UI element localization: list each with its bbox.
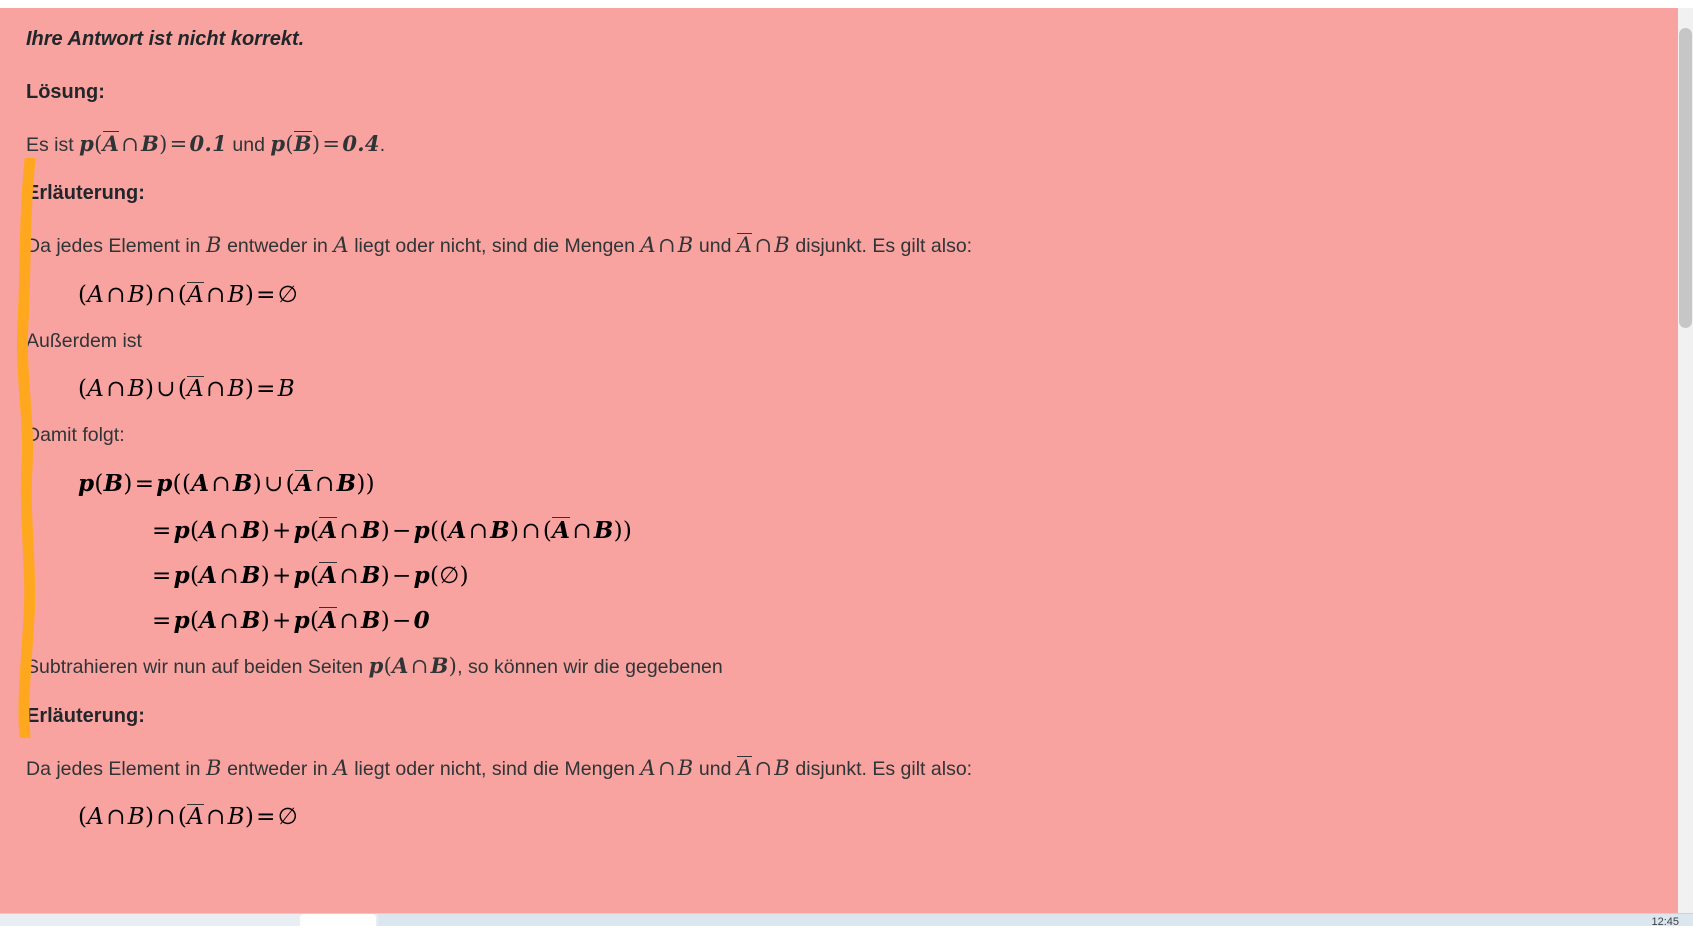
explanation-intro [26, 231, 1652, 259]
ausserdem-text: Außerdem ist [26, 329, 142, 352]
subtract-text [26, 652, 1652, 680]
equation-pb-line1: p(B)=p((A∩B)∪(A∩B)) [78, 470, 375, 498]
solution-math-1: p(A∩B)=0.1 [79, 131, 227, 156]
damit-folgt-text: Damit folgt: [26, 424, 125, 446]
explanation-intro-a: Da jedes Element in [26, 235, 206, 258]
explanation-var-b: B [205, 233, 222, 258]
explanation-intro-b: entweder in [221, 235, 334, 258]
explanation-heading-2: Erläuterung: [26, 704, 145, 727]
equation-disjoint: (A∩B)∩(A∩B)=∅ [78, 281, 299, 308]
taskbar-window-tab[interactable] [300, 914, 376, 926]
scrollbar-thumb[interactable] [1679, 28, 1692, 328]
equation-pb-line4: =p(A∩B)+p(A∩B)−0 [152, 607, 430, 635]
feedback-status-text: Ihre Antwort ist nicht korrekt. [26, 28, 305, 50]
equation-pb-line3: =p(A∩B)+p(A∩B)−p(∅) [152, 562, 469, 590]
solution-statement [26, 130, 1652, 158]
taskbar [0, 913, 1693, 926]
subtract-text-a: Subtrahieren wir nun auf beiden Seiten [26, 656, 369, 679]
equation-pb-line2: =p(A∩B)+p(A∩B)−p((A∩B)∩(A∩B)) [152, 517, 633, 545]
explanation-intro-d: und [693, 235, 737, 258]
solution-math-2: p(B)=0.4 [270, 131, 380, 156]
explanation-math-ab: A∩B [640, 233, 694, 258]
clock: 12:45 [1651, 916, 1679, 928]
explanation2-math-nab: A∩B [736, 755, 790, 780]
explanation-var-a: A [333, 233, 349, 258]
explanation-intro-2 [26, 754, 1652, 782]
vertical-scrollbar[interactable] [1678, 8, 1693, 918]
equation-union: (A∩B)∪(A∩B)=B [78, 376, 295, 402]
explanation2-intro-e: disjunkt. Es gilt also: [790, 757, 973, 780]
explanation-intro-e: disjunkt. Es gilt also: [790, 235, 973, 258]
explanation2-math-ab: A∩B [640, 755, 694, 780]
taskbar-right-region[interactable] [378, 914, 1693, 926]
subtract-math: p(A∩B) [368, 653, 458, 679]
equation-disjoint-2: (A∩B)∩(A∩B)=∅ [78, 804, 299, 830]
subtract-text-b: , so können wir die gegebenen [457, 656, 723, 679]
explanation2-var-b: B [205, 755, 222, 780]
explanation2-intro-b: entweder in [221, 757, 334, 780]
solution-mid: und [226, 134, 271, 156]
solution-prefix: Es ist [26, 134, 80, 156]
explanation-math-nab: A∩B [736, 233, 790, 258]
solution-heading: Lösung: [26, 81, 105, 103]
explanation-heading: Erläuterung: [26, 182, 145, 205]
feedback-panel [0, 8, 1678, 918]
explanation2-intro-c: liegt oder nicht, sind die Mengen [348, 757, 641, 780]
explanation2-intro-a: Da jedes Element in [26, 757, 206, 780]
explanation2-intro-d: und [693, 757, 737, 780]
explanation2-var-a: A [333, 755, 349, 780]
explanation-intro-c: liegt oder nicht, sind die Mengen [348, 235, 641, 258]
solution-suffix: . [379, 134, 386, 156]
